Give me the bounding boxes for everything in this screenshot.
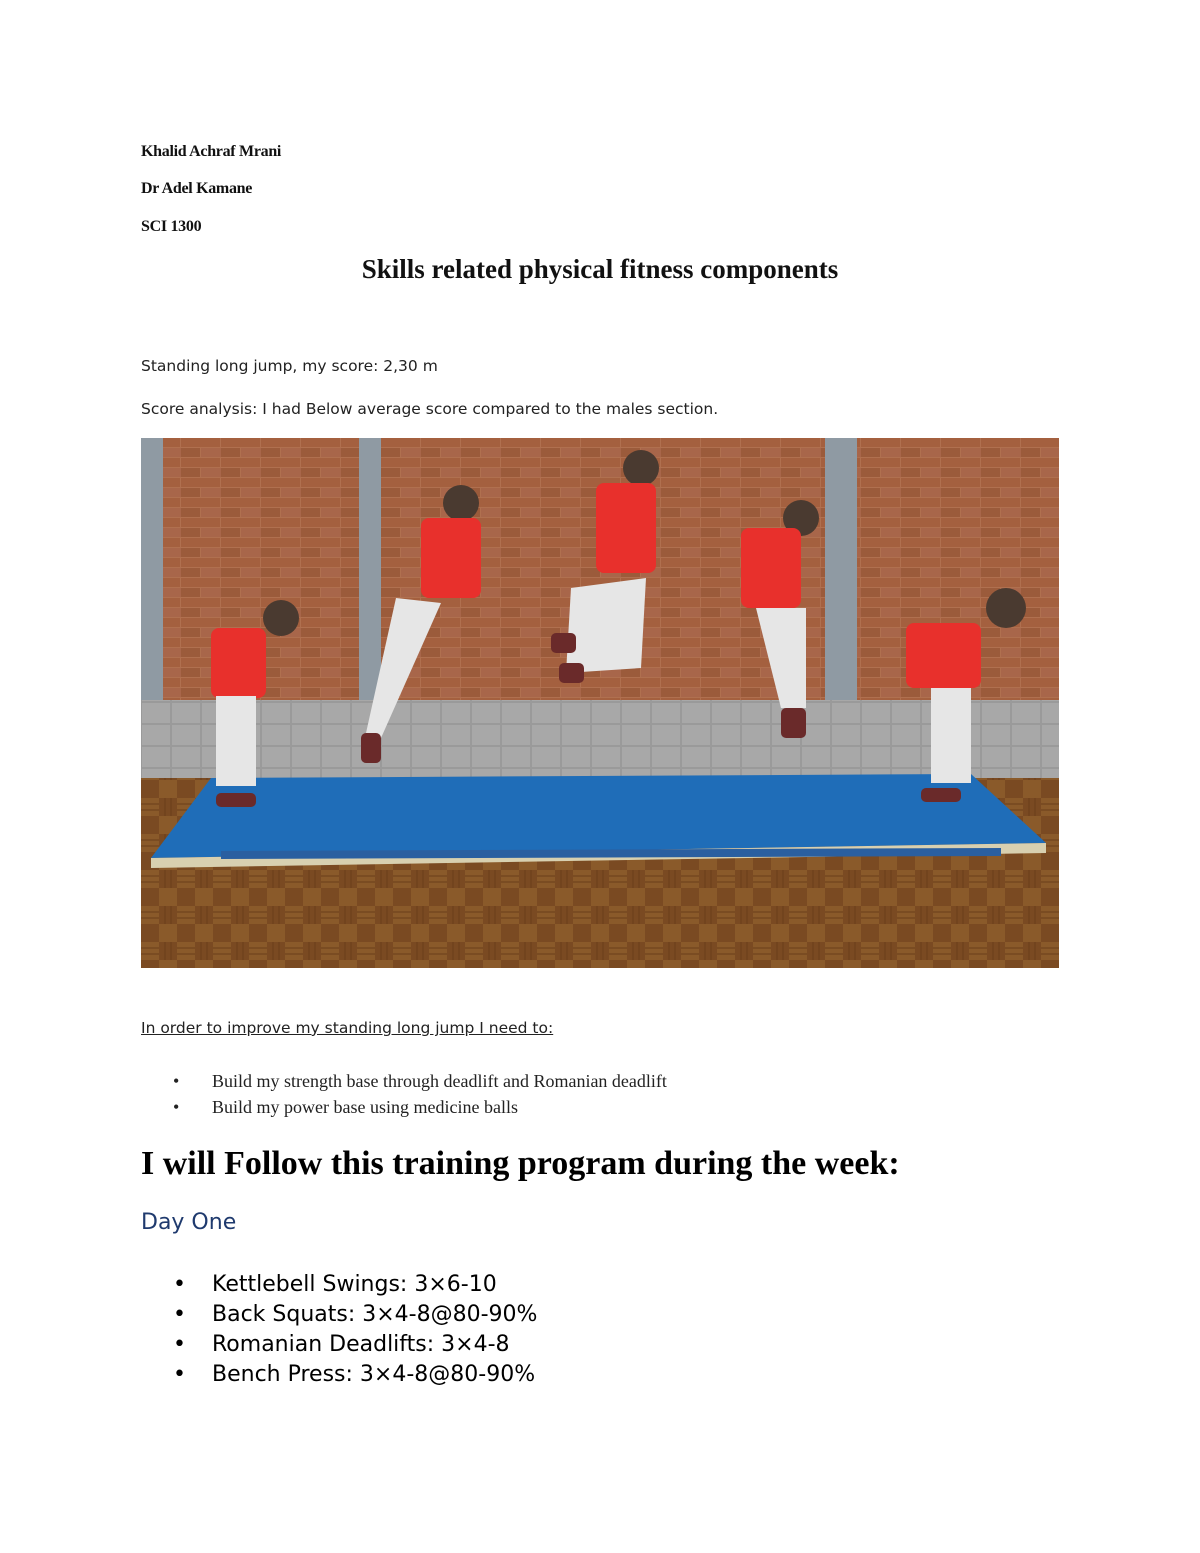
list-item: • Romanian Deadlifts: 3×4-8 xyxy=(141,1330,537,1360)
author-name: Khalid Achraf Mrani xyxy=(141,143,282,160)
instructor-name: Dr Adel Kamane xyxy=(141,180,253,197)
score-line: Standing long jump, my score: 2,30 m xyxy=(141,357,438,375)
course-code: SCI 1300 xyxy=(141,218,202,235)
list-item: • Back Squats: 3×4-8@80-90% xyxy=(141,1300,537,1330)
list-item: • Build my power base using medicine balls xyxy=(141,1094,667,1120)
day-one-exercise-list xyxy=(141,1270,537,1390)
improve-heading: In order to improve my standing long jump I need to: xyxy=(141,1019,554,1037)
list-item: • Kettlebell Swings: 3×6-10 xyxy=(141,1270,537,1300)
list-item: • Bench Press: 3×4-8@80-90% xyxy=(141,1360,537,1390)
list-item: • Build my strength base through deadlift and Romanian deadlift xyxy=(141,1068,667,1094)
program-heading: I will Follow this training program during the week: xyxy=(141,1145,900,1182)
document-title: Skills related physical fitness components xyxy=(361,254,839,284)
analysis-line: Score analysis: I had Below average score compared to the males section. xyxy=(141,400,719,418)
long-jump-sequence-image xyxy=(141,438,1059,968)
day-heading: Day One xyxy=(141,1210,237,1235)
improve-list xyxy=(141,1068,667,1120)
